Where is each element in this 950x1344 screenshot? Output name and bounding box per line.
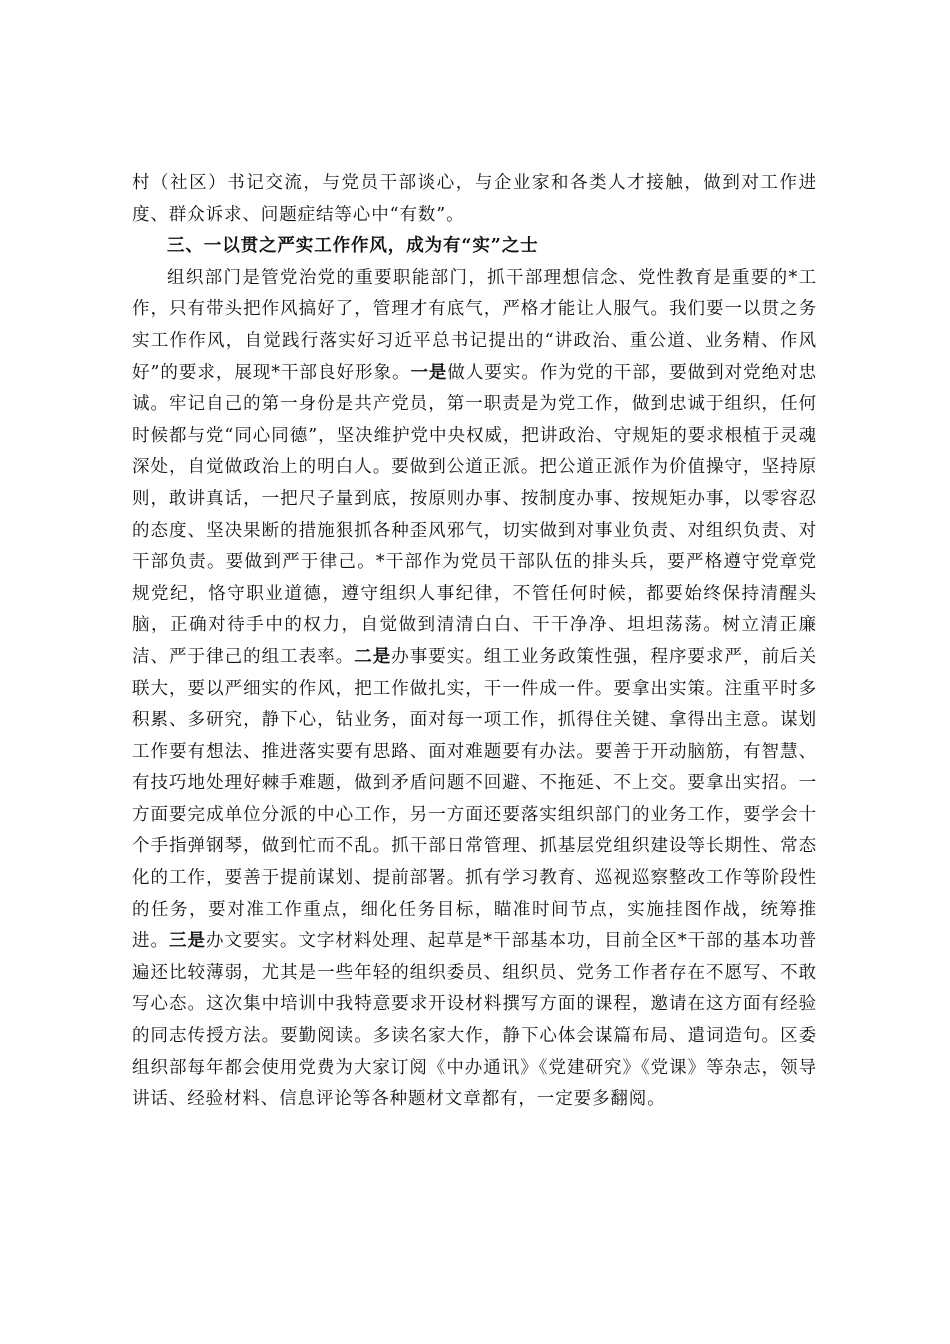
paragraph-text: 办事要实。组工业务政策性强，程序要求严，前后关联大，要以严细实的作风，把工作做扎实，干一件成一件。要拿出实策。注重平时多积累、多研究，静下心，钻业务，面对每一项工作，抓得住关键、拿得出主意。谋划工作要有想法、推进落实要有思路、面对难题要有办法。要善于开动脑筋，有智慧、有技巧地处理好棘手难题，做到矛盾问题不回避、不拖延、不上交。要拿出实招。一方面要完成单位分派的中心工作，另一方面还要落实组织部门的业务工作，要学会十个手指弹钢琴，做到忙而不乱。抓干部日常管理、抓基层党组织建设等长期性、常态化的工作，要善于提前谋划、提前部署。抓有学习教育、巡视巡察整改工作等阶段性的任务，要对准工作重点，细化任务目标，瞄准时间节点，实施挂图作战，统筹推进。 — [132, 646, 817, 952]
emphasis-marker-two: 二是 — [354, 646, 392, 667]
paragraph-continuation — [132, 168, 817, 231]
paragraph-body — [132, 263, 817, 1116]
section-heading — [132, 231, 817, 263]
paragraph-text: 办文要实。文字材料处理、起草是*干部基本功，目前全区*干部的基本功普遍还比较薄弱，尤其是一些年轻的组织委员、组织员、党务工作者存在不愿写、不敢写心态。这次集中培训中我特意要求开设材料撰写方面的课程，邀请在这方面有经验的同志传授方法。要勤阅读。多读名家大作，静下心体会谋篇布局、遣词造句。区委组织部每年都会使用党费为大家订阅《中办通讯》《党建研究》《党课》等杂志，领导讲话、经验材料、信息评论等各种题材文章都有，一定要多翻阅。 — [132, 931, 817, 1110]
emphasis-marker-three: 三是 — [168, 931, 206, 952]
section-heading-text: 三、一以贯之严实工作作风，成为有“实”之士 — [167, 236, 539, 257]
paragraph-text: 村（社区）书记交流，与党员干部谈心，与企业家和各类人才接触，做到对工作进度、群众诉求、问题症结等心中“有数”。 — [132, 173, 817, 225]
document-body — [132, 168, 817, 1116]
emphasis-marker-one: 一是 — [410, 362, 448, 383]
paragraph-text: 组织部门是管党治党的重要职能部门，抓干部理想信念、党性教育是重要的*工作，只有带头把作风搞好了，管理才有底气，严格才能让人服气。我们要一以贯之务实工作作风，自觉践行落实好习近平总书记提出的“讲政治、重公道、业务精、作风好”的要求，展现*干部良好形象。 — [132, 267, 817, 383]
paragraph-text: 做人要实。作为党的干部，要做到对党绝对忠诚。牢记自己的第一身份是共产党员，第一职责是为党工作，做到忠诚于组织，任何时候都与党“同心同德”，坚决维护党中央权威，把讲政治、守规矩的要求根植于灵魂深处，自觉做政治上的明白人。要做到公道正派。把公道正派作为价值操守，坚持原则，敢讲真话，一把尺子量到底，按原则办事、按制度办事、按规矩办事，以零容忍的态度、坚决果断的措施狠抓各种歪风邪气，切实做到对事业负责、对组织负责、对干部负责。要做到严于律己。*干部作为党员干部队伍的排头兵，要严格遵守党章党规党纪，恪守职业道德，遵守组织人事纪律，不管任何时候，都要始终保持清醒头脑，正确对待手中的权力，自觉做到清清白白、干干净净、坦坦荡荡。树立清正廉洁、严于律己的组工表率。 — [132, 362, 817, 667]
